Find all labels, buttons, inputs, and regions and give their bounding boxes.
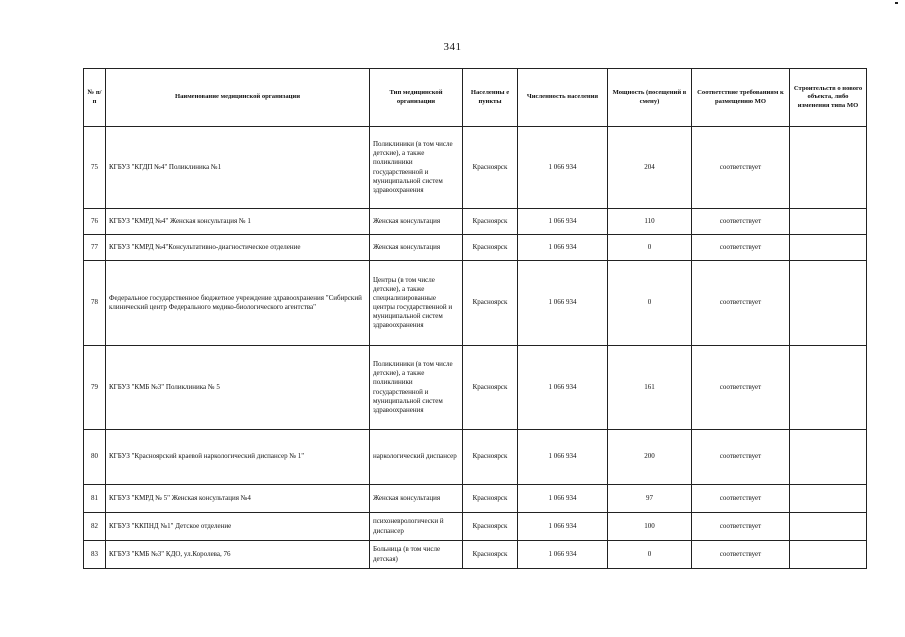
cell-num: 82 xyxy=(84,513,106,541)
cell-capacity: 161 xyxy=(608,346,692,430)
cell-type: Женская консультация xyxy=(370,209,463,235)
cell-name: КГБУЗ "Красноярский краевой наркологический диспансер № 1" xyxy=(106,430,370,485)
cell-location: Красноярск xyxy=(463,235,518,261)
cell-compliance: соответствует xyxy=(692,485,790,513)
table-row xyxy=(84,127,867,209)
cell-num: 77 xyxy=(84,235,106,261)
cell-name: Федеральное государственное бюджетное учреждение здравоохранения "Сибирский клинический центр Федерального медико-биологического агентства" xyxy=(106,261,370,346)
cell-compliance: соответствует xyxy=(692,261,790,346)
cell-construction xyxy=(790,485,867,513)
cell-population: 1 066 934 xyxy=(518,261,608,346)
table-row xyxy=(84,513,867,541)
cell-capacity: 200 xyxy=(608,430,692,485)
cell-compliance: соответствует xyxy=(692,209,790,235)
cell-location: Красноярск xyxy=(463,541,518,569)
cell-compliance: соответствует xyxy=(692,541,790,569)
cell-name: КГБУЗ "КМБ №3" Поликлиника № 5 xyxy=(106,346,370,430)
cell-type: Женская консультация xyxy=(370,485,463,513)
cell-location: Красноярск xyxy=(463,127,518,209)
medical-organizations-table xyxy=(83,68,867,569)
cell-location: Красноярск xyxy=(463,261,518,346)
cell-type: психоневрологически й диспансер xyxy=(370,513,463,541)
cell-type: Женская консультация xyxy=(370,235,463,261)
cell-construction xyxy=(790,127,867,209)
cell-type: Больница (в том числе детская) xyxy=(370,541,463,569)
cell-num: 76 xyxy=(84,209,106,235)
cell-population: 1 066 934 xyxy=(518,541,608,569)
cell-capacity: 100 xyxy=(608,513,692,541)
cell-construction xyxy=(790,541,867,569)
cell-num: 83 xyxy=(84,541,106,569)
cell-type: наркологический диспансер xyxy=(370,430,463,485)
cell-num: 80 xyxy=(84,430,106,485)
cell-construction xyxy=(790,261,867,346)
cell-num: 75 xyxy=(84,127,106,209)
cell-compliance: соответствует xyxy=(692,235,790,261)
cell-name: КГБУЗ "КМРД № 5" Женская консультация №4 xyxy=(106,485,370,513)
header-population: Численность населения xyxy=(518,69,608,127)
header-num: № п/п xyxy=(84,69,106,127)
page-number: 341 xyxy=(443,41,462,53)
cell-location: Красноярск xyxy=(463,430,518,485)
cell-compliance: соответствует xyxy=(692,346,790,430)
cell-population: 1 066 934 xyxy=(518,430,608,485)
cell-population: 1 066 934 xyxy=(518,209,608,235)
cell-construction xyxy=(790,209,867,235)
cell-construction xyxy=(790,430,867,485)
table-row xyxy=(84,235,867,261)
cell-capacity: 97 xyxy=(608,485,692,513)
cell-name: КГБУЗ "КМБ №3" КДО, ул.Королева, 76 xyxy=(106,541,370,569)
cell-population: 1 066 934 xyxy=(518,346,608,430)
cell-population: 1 066 934 xyxy=(518,513,608,541)
cell-name: КГБУЗ "КГДП №4" Поликлиника №1 xyxy=(106,127,370,209)
header-type: Тип медицинской организации xyxy=(370,69,463,127)
table-row xyxy=(84,485,867,513)
cell-population: 1 066 934 xyxy=(518,235,608,261)
cell-type: Центры (в том числе детские), а также специализированные центры государственной и муниципальной систем здравоохранения xyxy=(370,261,463,346)
cell-type: Поликлиники (в том числе детские), а также поликлиники государственной и муниципальной систем здравоохранения xyxy=(370,127,463,209)
cell-compliance: соответствует xyxy=(692,127,790,209)
cell-construction xyxy=(790,346,867,430)
cell-location: Красноярск xyxy=(463,513,518,541)
cell-location: Красноярск xyxy=(463,346,518,430)
cell-population: 1 066 934 xyxy=(518,127,608,209)
header-location: Населенны е пункты xyxy=(463,69,518,127)
cell-population: 1 066 934 xyxy=(518,485,608,513)
cell-name: КГБУЗ "ККПНД №1" Детское отделение xyxy=(106,513,370,541)
header-construction: Строительств о нового объекта, либо изменения типа МО xyxy=(790,69,867,127)
cell-num: 78 xyxy=(84,261,106,346)
cell-num: 79 xyxy=(84,346,106,430)
cell-location: Красноярск xyxy=(463,209,518,235)
cell-capacity: 204 xyxy=(608,127,692,209)
corner-mark xyxy=(895,2,898,4)
header-capacity: Мощность (посещений в смену) xyxy=(608,69,692,127)
cell-construction xyxy=(790,513,867,541)
cell-location: Красноярск xyxy=(463,485,518,513)
header-compliance: Соответствие требованиям к размещению МО xyxy=(692,69,790,127)
table-row xyxy=(84,346,867,430)
cell-capacity: 0 xyxy=(608,235,692,261)
cell-num: 81 xyxy=(84,485,106,513)
header-name: Наименование медицинской организации xyxy=(106,69,370,127)
cell-type: Поликлиники (в том числе детские), а также поликлиники государственной и муниципальной систем здравоохранения xyxy=(370,346,463,430)
cell-construction xyxy=(790,235,867,261)
cell-capacity: 110 xyxy=(608,209,692,235)
table-row xyxy=(84,209,867,235)
cell-capacity: 0 xyxy=(608,261,692,346)
table-row xyxy=(84,430,867,485)
cell-capacity: 0 xyxy=(608,541,692,569)
cell-name: КГБУЗ "КМРД №4" Женская консультация № 1 xyxy=(106,209,370,235)
cell-compliance: соответствует xyxy=(692,513,790,541)
table-row xyxy=(84,541,867,569)
cell-name: КГБУЗ "КМРД №4"Консультативно-диагностическое отделение xyxy=(106,235,370,261)
header-row xyxy=(84,69,867,127)
cell-compliance: соответствует xyxy=(692,430,790,485)
table-row xyxy=(84,261,867,346)
